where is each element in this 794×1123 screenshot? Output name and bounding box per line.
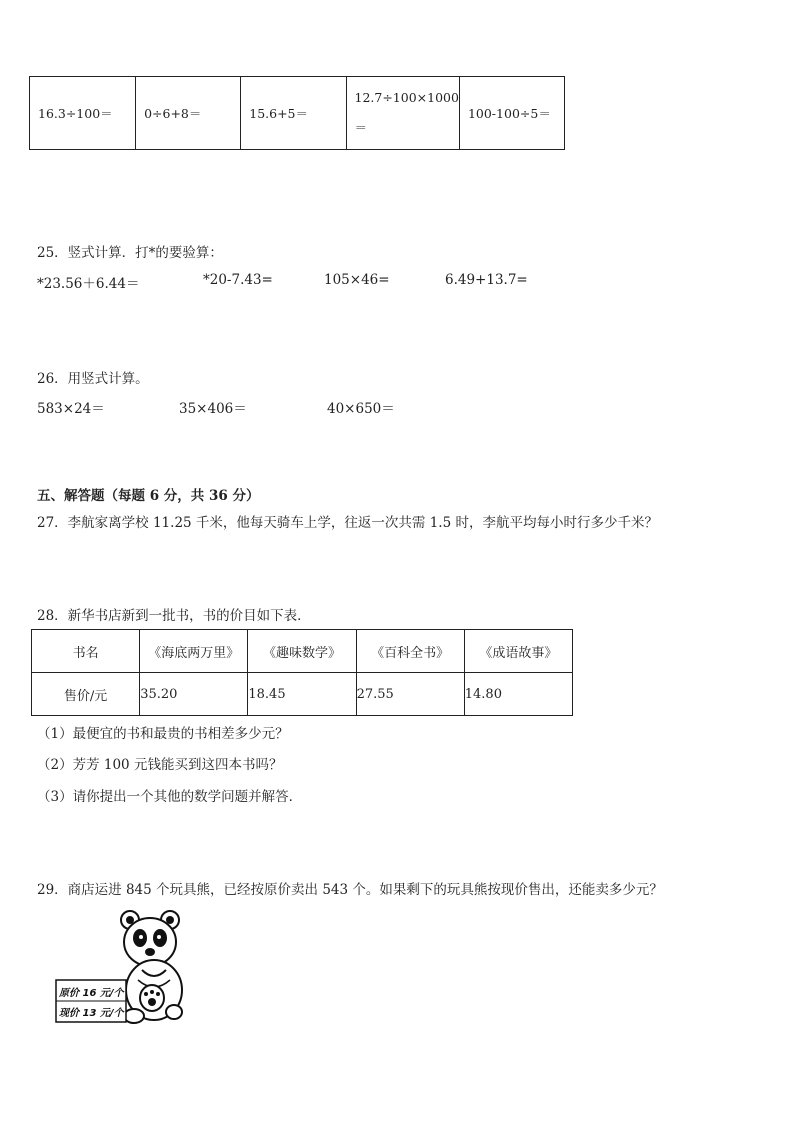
q29-text: 29．商店运进 845 个玩具熊，已经按原价卖出 543 个。如果剩下的玩具熊按现价售出，还能卖多少元？	[37, 882, 663, 898]
calc-cell: 15.6+5＝	[241, 77, 346, 150]
calc-cell: 0÷6+8＝	[136, 77, 241, 150]
q26-item: 40×650＝	[327, 401, 395, 417]
q25-item: *23.56＋6.44＝	[37, 276, 140, 292]
q26-item: 583×24＝	[37, 401, 105, 417]
q25-title: 25．竖式计算．打*的要验算：	[37, 245, 223, 261]
q25-item: 105×46=	[324, 272, 390, 288]
q25-item: *20-7.43=	[203, 272, 273, 288]
book-price: 27.55	[356, 673, 464, 716]
teddy-bear-illustration	[54, 908, 184, 1026]
q27-text: 27．李航家离学校 11.25 千米，他每天骑车上学，往返一次共需 1.5 时，李航平均每小时行多少千米？	[37, 515, 658, 531]
book-name: 《海底两万里》	[140, 630, 248, 673]
table-row	[30, 77, 565, 150]
table-row	[32, 673, 573, 716]
q28-sub: （3）请你提出一个其他的数学问题并解答．	[37, 789, 303, 805]
q28-sub: （1）最便宜的书和最贵的书相差多少元？	[37, 726, 289, 742]
book-name: 《百科全书》	[356, 630, 464, 673]
book-name: 《成语故事》	[464, 630, 572, 673]
q26-title: 26．用竖式计算。	[37, 371, 149, 387]
teddy-bear-icon	[54, 908, 184, 1026]
book-price: 35.20	[140, 673, 248, 716]
calc-cell: 100-100÷5＝	[459, 77, 564, 150]
sign-original-price: 原价 16 元/个	[59, 988, 124, 999]
q28-sub: （2）芳芳 100 元钱能买到这四本书吗？	[37, 757, 283, 773]
table-row	[32, 630, 573, 673]
book-name: 《趣味数学》	[248, 630, 356, 673]
calc-table	[29, 76, 565, 150]
section-heading: 五、解答题（每题 6 分，共 36 分）	[37, 488, 260, 504]
calc-cell: 16.3÷100＝	[30, 77, 136, 150]
book-price: 18.45	[248, 673, 356, 716]
table-header-book: 书名	[32, 630, 140, 673]
q26-item: 35×406＝	[179, 401, 247, 417]
book-price: 14.80	[464, 673, 572, 716]
table-header-price: 售价/元	[32, 673, 140, 716]
q25-item: 6.49+13.7=	[445, 272, 528, 288]
q28-title: 28．新华书店新到一批书，书的价目如下表．	[37, 608, 311, 624]
sign-current-price: 现价 13 元/个	[59, 1008, 124, 1019]
calc-cell: 12.7÷100×1000 ＝	[346, 77, 459, 150]
price-table	[31, 629, 573, 716]
